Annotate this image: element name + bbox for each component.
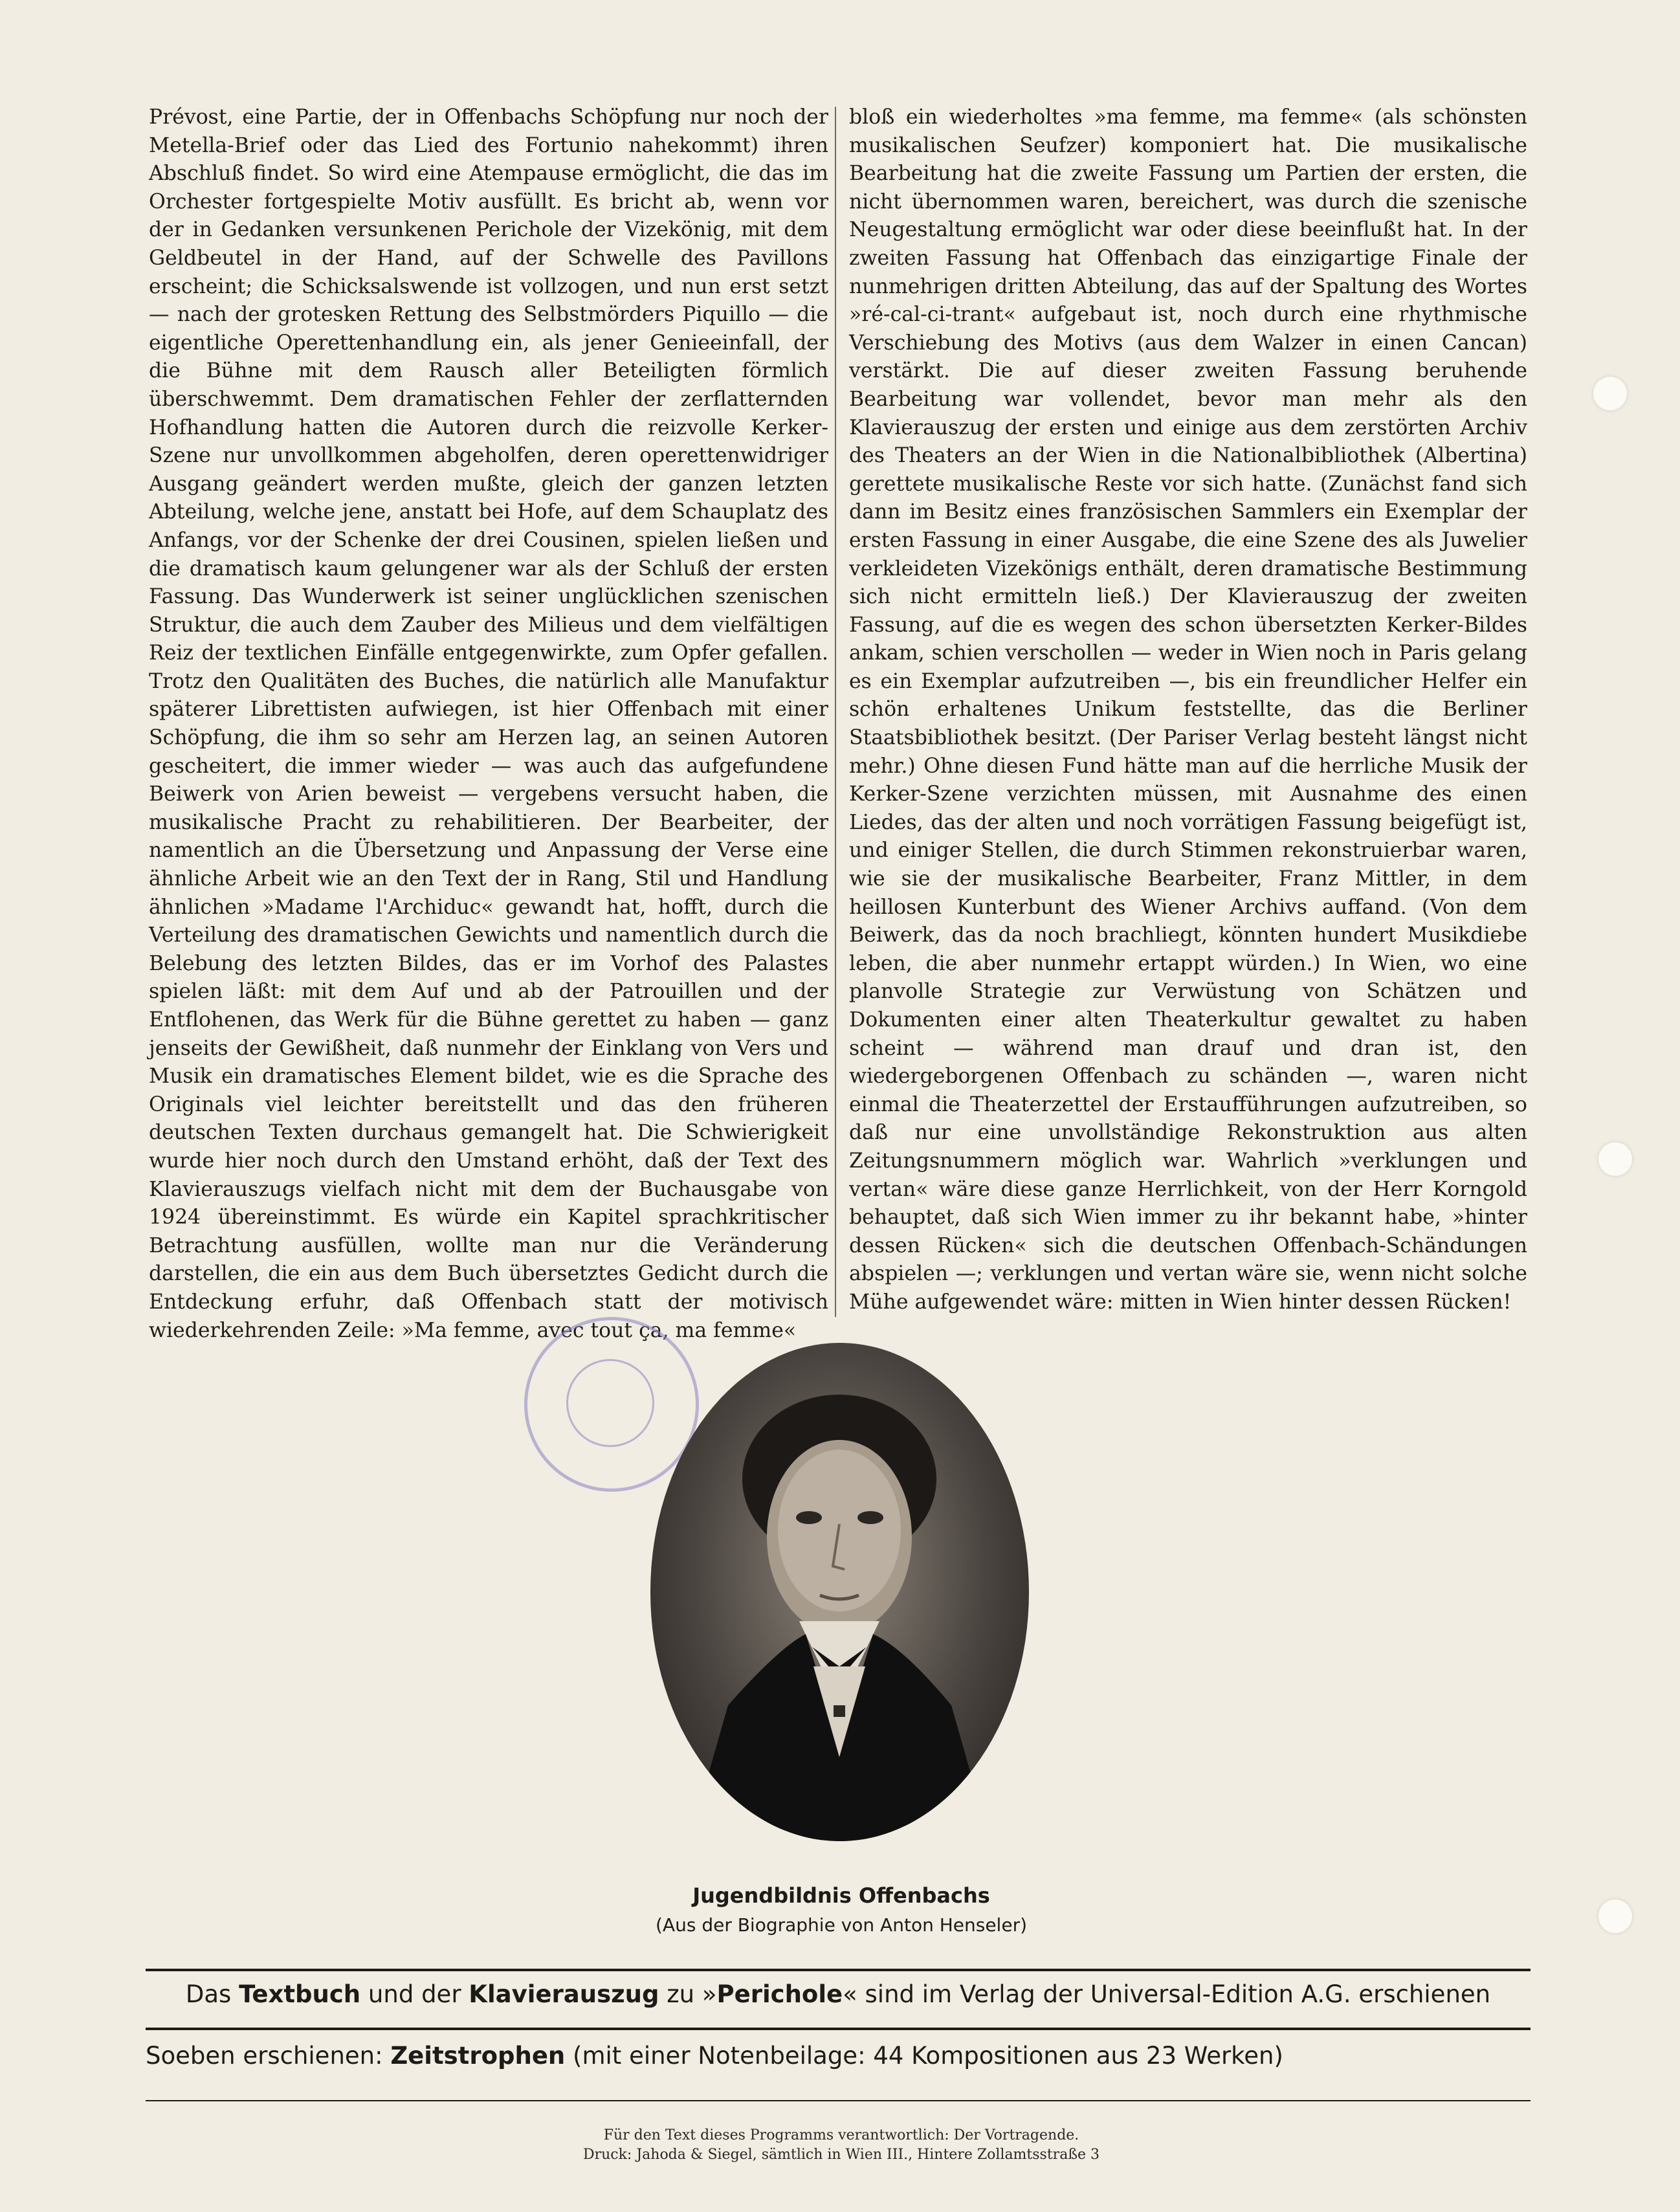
library-stamp — [524, 1317, 699, 1492]
punch-hole-3 — [1598, 1899, 1632, 1933]
footer-line-1: Für den Text dieses Programms verantwortlich: Der Vortragende. — [603, 2127, 1079, 2143]
footer-line-2: Druck: Jahoda & Siegel, sämtlich in Wien III., Hintere Zollamtsstraße 3 — [582, 2147, 1100, 2163]
new-release-zeitstrophen: Zeitstrophen — [390, 2042, 566, 2070]
middle-rule — [146, 2028, 1531, 2030]
banner-text-1: Das — [185, 1980, 239, 2008]
caption-subtitle: (Aus der Biographie von Anton Henseler) — [656, 1914, 1027, 1936]
portrait-drawing — [650, 1343, 1029, 1841]
caption-title: Jugendbildnis Offenbachs — [692, 1883, 990, 1908]
punch-hole-2 — [1598, 1142, 1632, 1176]
stamp-seal-icon — [566, 1359, 654, 1447]
article-column-right — [849, 104, 1527, 1317]
top-rule — [146, 1969, 1531, 1971]
portrait-caption — [582, 1880, 1100, 1940]
article-text-right: bloß ein wiederholtes »ma femme, ma femme« (als schönsten musikalischen Seufzer) komponiert hat. Die musikalische Bearbeitung hat die zweite Fassung um Partien der ersten, die nicht übernommen waren, bereichert, was durch die szenische Neugestaltung ermöglicht war oder diese beeinflußt hat. In der zweiten Fassung hat Offenbach das einzigartige Finale der nunmehrigen dritten Abteilung, das auf der Spaltung des Wortes »ré-cal-ci-trant« aufgebaut ist, noch durch eine rhythmische Verschiebung des Motivs (aus dem Walzer in einen Cancan) verstärkt. Die auf dieser zweiten Fassung beruhende Bearbeitung war vollendet, bevor man mehr als den Klavierauszug der ersten und einige aus dem zerstörten Archiv des Theaters an der Wien in die Nationalbibliothek (Albertina) gerettete musikalische Reste vor sich hatte. (Zunächst fand sich dann im Besitz eines französischen Sammlers ein Exemplar der ersten Fassung in einer Ausgabe, die eine Szene des als Juwelier verkleideten Vizekönigs enthält, deren dramatische Bestimmung sich nicht ermitteln ließ.) Der Klavierauszug der zweiten Fassung, auf die es wegen des schon übersetzten Kerker-Bildes ankam, schien verschollen — weder in Wien noch in Paris gelang es ein Exemplar aufzutreiben —, bis ein freundlicher Helfer ein schön erhaltenes Unikum feststellte, das die Berliner Staatsbibliothek besitzt. (Der Pariser Verlag besteht längst nicht mehr.) Ohne diesen Fund hätte man auf die herrliche Musik der Kerker-Szene verzichten müssen, mit Ausnahme des einen Liedes, das der alten und noch vorrätigen Fassung beigefügt ist, und einiger Stellen, die durch Stimmen rekonstruierbar waren, wie sie der musikalische Bearbeiter, Franz Mittler, in dem heillosen Kunterbunt des Wiener Archivs auffand. (Von dem Beiwerk, das da noch brachliegt, könnten hundert Musikdiebe leben, die aber nunmehr ertappt würden.) In Wien, wo eine planvolle Strategie zur Verwüstung von Schätzen und Dokumenten einer alten Theaterkultur gewaltet zu haben scheint — während man drauf und dran ist, den wiedergeborgenen Offenbach zu schänden —, waren nicht einmal die Theaterzettel der Erstaufführungen aufzutreiben, so daß nur eine unvollständige Rekonstruktion aus alten Zeitungsnummern möglich war. Wahrlich »verklungen und vertan« wäre diese ganze Herrlichkeit, von der Herr Korngold behauptet, daß sich Wien immer zu ihr bekannt habe, »hinter dessen Rücken« sich die deutschen Offenbach-Schändungen abspielen —; verklungen und vertan wäre sie, wenn nicht solche Mühe aufgewendet wäre: mitten in Wien hinter dessen Rücken! — [849, 105, 1527, 1314]
new-release-text-2: (mit einer Notenbeilage: 44 Kompositionen aus 23 Werken) — [565, 2042, 1283, 2070]
new-release-banner — [146, 2042, 1531, 2070]
portrait-image — [650, 1343, 1029, 1841]
banner-text-2: und der — [360, 1980, 469, 2008]
banner-text-4: « sind im Verlag der Universal-Edition A.G. erschienen — [843, 1980, 1491, 2008]
punch-hole-1 — [1593, 377, 1627, 410]
article-text-left: Prévost, eine Partie, der in Offenbachs Schöpfung nur noch der Metella-Brief oder das Lied des Fortunio nahekommt) ihren Abschluß findet. So wird eine Atempause ermöglicht, die das im Orchester fortgespielte Motiv ausfüllt. Es bricht ab, wenn vor der in Gedanken versunkenen Perichole der Vizekönig, mit dem Geldbeutel in der Hand, auf der Schwelle des Pavillons erscheint; die Schicksalswende ist vollzogen, und nun erst setzt — nach der grotesken Rettung des Selbstmörders Piquillo — die eigentliche Operettenhandlung ein, als jener Genieeinfall, der die Bühne mit dem Rausch aller Beteiligten förmlich überschwemmt. Dem dramatischen Fehler der zerflatternden Hofhandlung hatten die Autoren durch die reizvolle Kerker-Szene nur unvollkommen abgeholfen, deren operettenwidriger Ausgang geändert werden mußte, gleich der ganzen letzten Abteilung, welche jene, anstatt bei Hofe, auf dem Schauplatz des Anfangs, vor der Schenke der drei Cousinen, spielen ließen und die dramatisch kaum gelungener war als der Schluß der ersten Fassung. Das Wunderwerk ist seiner unglücklichen szenischen Struktur, die auch dem Zauber des Milieus und dem vielfältigen Reiz der textlichen Einfälle entgegenwirkte, zum Opfer gefallen. Trotz den Qualitäten des Buches, die natürlich alle Manufaktur späterer Librettisten aufwiegen, ist hier Offenbach mit einer Schöpfung, die ihm so sehr am Herzen lag, an seinen Autoren gescheitert, die immer wieder — was auch das aufgefundene Beiwerk von Arien beweist — vergebens versucht haben, die musikalische Pracht zu rehabilitieren. Der Bearbeiter, der namentlich an die Übersetzung und Anpassung der Verse eine ähnliche Arbeit wie an den Text der in Rang, Stil und Handlung ähnlichen »Madame l'Archiduc« gewandt hat, hofft, durch die Verteilung des dramatischen Gewichts und namentlich durch die Belebung des letzten Bildes, das er im Vorhof des Palastes spielen läßt: mit dem Auf und ab der Patrouillen und der Entflohenen, das Werk für die Bühne gerettet zu haben — ganz jenseits der Gewißheit, daß nunmehr der Einklang von Vers und Musik ein dramatisches Element bildet, wie es die Sprache des Originals viel leichter bereitstellt und das den früheren deutschen Texten durchaus gemangelt hat. Die Schwierigkeit wurde hier noch durch den Umstand erhöht, daß der Text des Klavierauszugs vielfach nicht mit dem der Buchausgabe von 1924 übereinstimmt. Es würde ein Kapitel sprachkritischer Betrachtung ausfüllen, wollte man nur die Veränderung darstellen, die ein aus dem Buch übersetztes Gedicht durch die Entdeckung erfuhr, daß Offenbach statt der motivisch wiederkehrenden Zeile: »Ma femme, avec tout ça, ma femme« — [149, 105, 828, 1342]
publisher-banner — [146, 1980, 1531, 2008]
new-release-text-1: Soeben erschienen: — [146, 2042, 391, 2070]
banner-textbuch: Textbuch — [239, 1980, 361, 2008]
bottom-rule — [146, 2100, 1531, 2101]
banner-klavierauszug: Klavierauszug — [469, 1980, 659, 2008]
column-divider — [835, 107, 836, 1317]
print-footer — [453, 2126, 1230, 2165]
banner-perichole: Perichole — [716, 1980, 843, 2008]
banner-text-3: zu » — [659, 1980, 717, 2008]
article-column-left — [149, 104, 828, 1345]
